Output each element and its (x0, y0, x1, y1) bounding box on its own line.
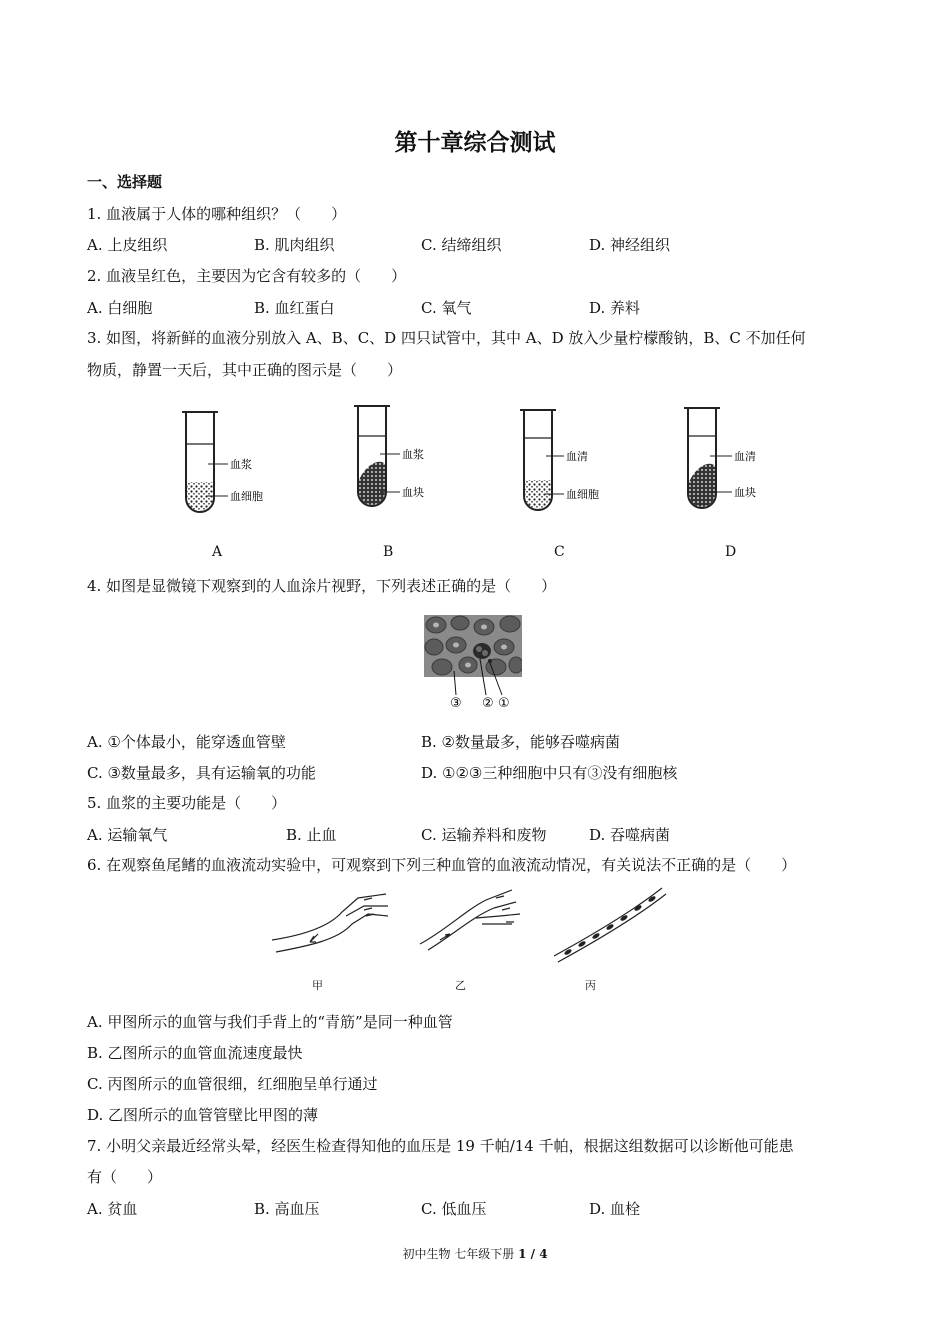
q4-option-d: D. ①②③三种细胞中只有③没有细胞核 (421, 764, 678, 782)
q7-option-c: C. 低血压 (421, 1200, 487, 1218)
section-heading: 一、选择题 (87, 173, 163, 191)
q5-option-d: D. 吞噬病菌 (589, 826, 671, 844)
tube-b-letter: B (383, 544, 394, 560)
question-1-stem: 1. 血液属于人体的哪种组织？（ ） (87, 205, 347, 223)
q6-option-d: D. 乙图所示的血管管壁比甲图的薄 (87, 1106, 319, 1124)
q1-option-b: B. 肌肉组织 (254, 236, 335, 254)
q6-option-b: B. 乙图所示的血管血流速度最快 (87, 1044, 303, 1062)
page-number: 1 / 4 (518, 1247, 548, 1261)
vessel-bing (554, 888, 666, 962)
q4-option-c: C. ③数量最多，具有运输氧的功能 (87, 764, 316, 782)
page-footer (0, 1245, 950, 1262)
test-tubes-figure (170, 400, 810, 530)
q7-option-d: D. 血栓 (589, 1200, 641, 1218)
footer-text: 初中生物 七年级下册 (402, 1247, 515, 1261)
q2-option-c: C. 氧气 (421, 299, 472, 317)
tube-a-bottom-label: 血细胞 (230, 490, 263, 503)
q2-option-b: B. 血红蛋白 (254, 299, 335, 317)
vessel-caption-yi: 乙 (455, 979, 466, 992)
q5-option-b: B. 止血 (286, 826, 337, 844)
cell-label-2: ② (482, 696, 494, 711)
blood-smear-micrograph (424, 615, 522, 711)
q2-option-d: D. 养料 (589, 299, 641, 317)
tube-c-top-label: 血清 (566, 450, 588, 463)
question-4-stem: 4. 如图是显微镜下观察到的人血涂片视野，下列表述正确的是（ ） (87, 577, 557, 595)
tube-d-bottom-label: 血块 (734, 486, 756, 499)
tube-d-letter: D (725, 544, 737, 560)
q6-option-c: C. 丙图所示的血管很细，红细胞呈单行通过 (87, 1075, 378, 1093)
q1-option-a: A. 上皮组织 (87, 236, 168, 254)
tube-a-top-label: 血浆 (230, 458, 252, 471)
tube-b-bottom-label: 血块 (402, 486, 424, 499)
page-title: 第十章综合测试 (394, 130, 556, 156)
cell-label-3: ③ (450, 696, 462, 711)
blood-vessels-figure (268, 884, 668, 964)
q1-option-d: D. 神经组织 (589, 236, 671, 254)
vessel-yi (420, 890, 520, 950)
question-5-stem: 5. 血浆的主要功能是（ ） (87, 794, 287, 812)
tube-d (684, 408, 756, 508)
tube-b (354, 406, 424, 506)
q7-option-b: B. 高血压 (254, 1200, 320, 1218)
q5-option-c: C. 运输养料和废物 (421, 826, 547, 844)
question-3-stem-line2: 物质，静置一天后，其中正确的图示是（ ） (87, 361, 403, 379)
q6-option-a: A. 甲图所示的血管与我们手背上的“青筋”是同一种血管 (87, 1013, 453, 1031)
tube-a (182, 412, 263, 512)
question-7-stem-line2: 有（ ） (87, 1168, 163, 1186)
vessel-caption-bing: 丙 (585, 979, 596, 992)
question-6-stem: 6. 在观察鱼尾鳍的血液流动实验中，可观察到下列三种血管的血液流动情况，有关说法不正确的是（ ） (87, 856, 797, 874)
tube-b-top-label: 血浆 (402, 448, 424, 461)
question-7-stem-line1: 7. 小明父亲最近经常头晕，经医生检查得知他的血压是 19 千帕/14 千帕，根据这组数据可以诊断他可能患 (87, 1137, 794, 1155)
tube-a-letter: A (212, 544, 223, 560)
q1-option-c: C. 结缔组织 (421, 236, 502, 254)
q4-option-a: A. ①个体最小，能穿透血管壁 (87, 733, 286, 751)
q2-option-a: A. 白细胞 (87, 299, 153, 317)
tube-c-letter: C (554, 544, 565, 560)
vessel-caption-jia: 甲 (312, 979, 323, 992)
cell-label-1: ① (498, 696, 510, 711)
q4-option-b: B. ②数量最多，能够吞噬病菌 (421, 733, 621, 751)
q7-option-a: A. 贫血 (87, 1200, 138, 1218)
tube-d-top-label: 血清 (734, 450, 756, 463)
tube-c-bottom-label: 血细胞 (566, 488, 599, 501)
tube-c (520, 410, 599, 510)
question-2-stem: 2. 血液呈红色，主要因为它含有较多的（ ） (87, 267, 407, 285)
vessel-jia (272, 894, 388, 952)
q5-option-a: A. 运输氧气 (87, 826, 168, 844)
question-3-stem-line1: 3. 如图，将新鲜的血液分别放入 A、B、C、D 四只试管中，其中 A、D 放入少量柠檬酸钠，B、C 不加任何 (87, 329, 806, 347)
